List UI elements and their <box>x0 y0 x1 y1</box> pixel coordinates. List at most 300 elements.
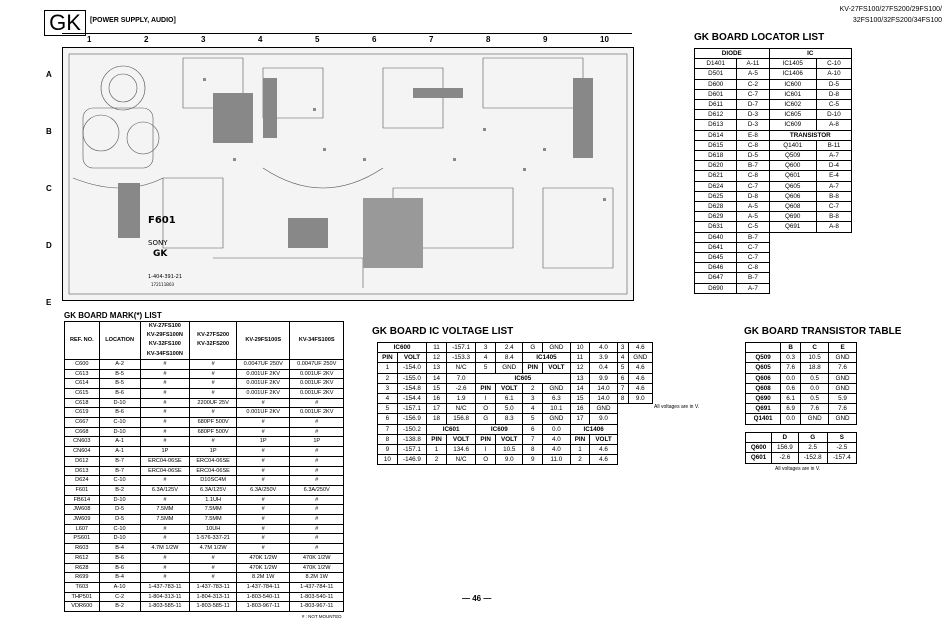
table-cell: # <box>290 524 344 534</box>
table-cell: 8.2M 1W <box>236 573 289 583</box>
empty-cell <box>769 232 851 242</box>
f601-label: F601 <box>148 215 176 226</box>
table-cell: # <box>140 398 190 408</box>
diode-ref: D690 <box>695 283 737 293</box>
ic-pin: 4 <box>617 353 628 363</box>
location-header: LOCATION <box>99 322 140 360</box>
table-row <box>746 353 857 363</box>
table-cell: 1P <box>140 447 190 457</box>
table-cell: 10UH <box>190 524 237 534</box>
ic-volt: GND <box>543 414 570 424</box>
table-row <box>695 202 852 212</box>
ic-pin: 12 <box>427 353 447 363</box>
ic-volt: N/C <box>446 455 475 465</box>
diode-ref: D645 <box>695 253 737 263</box>
table-cell: 6.3A/250V <box>290 485 344 495</box>
ic-pin: 3 <box>476 343 496 353</box>
ic-volt: 6.3 <box>543 394 570 404</box>
table-cell: 0.001UF 2KV <box>236 379 289 389</box>
ic-volt: 4.6 <box>590 445 617 455</box>
column-label: 5 <box>315 35 320 44</box>
part-ref: IC605 <box>769 110 816 120</box>
table-cell: # <box>290 456 344 466</box>
row-label: B <box>46 127 52 136</box>
ic-pin: 2 <box>427 455 447 465</box>
ic-ic-name: IC600 <box>378 343 427 353</box>
ic-volt: -154.4 <box>397 394 426 404</box>
diode-location: B-7 <box>737 161 769 171</box>
ic-volt: -153.3 <box>446 353 475 363</box>
table-row <box>65 359 344 369</box>
table-cell: C618 <box>65 398 100 408</box>
transistor-ref: Q691 <box>746 404 781 414</box>
diode-location: C-7 <box>737 89 769 99</box>
table-row <box>695 110 852 120</box>
ic-pin: O <box>476 404 496 414</box>
ic-volt: 7.0 <box>446 373 475 383</box>
transistor-ref: Q608 <box>746 383 781 393</box>
ic-pin: 18 <box>427 414 447 424</box>
board-code: GK <box>44 10 86 36</box>
diode-location: C-8 <box>737 171 769 181</box>
model-name: KV-27FS100 <box>148 323 181 329</box>
table-row <box>695 151 852 161</box>
ic-volt: -157.1 <box>397 404 426 414</box>
table-row <box>65 388 344 398</box>
table-cell: # <box>236 398 289 408</box>
ic-volt: -138.8 <box>397 434 426 444</box>
table-cell: THP501 <box>65 592 100 602</box>
model-group-4-header: KV-34FS100S <box>290 322 344 360</box>
ref-no-header: REF. NO. <box>65 322 100 360</box>
ic-volt: 11.0 <box>543 455 570 465</box>
terminal-voltage: -2.5 <box>827 443 856 453</box>
table-row <box>65 476 344 486</box>
diode-location: B-7 <box>737 273 769 283</box>
ic-ic-name: IC605 <box>476 373 570 383</box>
transistor-ref: Q1401 <box>746 414 781 424</box>
table-row <box>695 89 852 99</box>
diode-ref: D600 <box>695 79 737 89</box>
table-cell: CN603 <box>65 437 100 447</box>
terminal-voltage: 0.5 <box>801 373 829 383</box>
terminal-voltage: 0.3 <box>781 353 801 363</box>
ic-volt: 2.4 <box>496 343 523 353</box>
table-cell: R628 <box>65 563 100 573</box>
ic-pin: 4 <box>523 404 543 414</box>
table-cell: # <box>236 524 289 534</box>
table-row <box>65 437 344 447</box>
table-row <box>65 592 344 602</box>
table-cell: 7.5MM <box>190 515 237 525</box>
table-cell: B-6 <box>99 563 140 573</box>
diode-ref: D601 <box>695 89 737 99</box>
table-cell: D-5 <box>99 505 140 515</box>
table-row <box>378 434 653 444</box>
sony-label: SONY <box>148 239 168 247</box>
table-row <box>695 69 852 79</box>
table-cell: D624 <box>65 476 100 486</box>
part-ref: Q691 <box>769 222 816 232</box>
table-cell: D10SC4M <box>190 476 237 486</box>
row-label: E <box>46 298 52 307</box>
table-cell: C-10 <box>99 524 140 534</box>
diode-location: C-7 <box>737 181 769 191</box>
table-cell: B-2 <box>99 602 140 612</box>
table-row <box>695 181 852 191</box>
terminal-voltage: -2.6 <box>772 453 799 463</box>
table-row <box>378 414 653 424</box>
table-row <box>378 424 653 434</box>
diode-location: A-5 <box>737 69 769 79</box>
empty-cell <box>769 242 851 252</box>
ic-pin: 10 <box>378 455 398 465</box>
ic-volt: 9.0 <box>628 394 652 404</box>
table-row <box>695 242 852 252</box>
table-row <box>746 414 857 424</box>
ic-volt: 8.3 <box>496 414 523 424</box>
table-cell: # <box>140 379 190 389</box>
ic-pin: 17 <box>427 404 447 414</box>
table-cell: VDR600 <box>65 602 100 612</box>
table-row <box>65 534 344 544</box>
transistor-ref: Q605 <box>746 363 781 373</box>
transistor-table-title: GK BOARD TRANSISTOR TABLE <box>744 326 902 337</box>
diode-location: C-8 <box>737 140 769 150</box>
model-name: KV-32FS200 <box>197 341 230 348</box>
diode-ref: D631 <box>695 222 737 232</box>
column-label: 3 <box>201 35 206 44</box>
ic-volt-header: VOLT <box>496 383 523 393</box>
table-cell: C614 <box>65 379 100 389</box>
table-cell: 0.0047UF 250V <box>236 359 289 369</box>
ic-pin: 17 <box>570 414 590 424</box>
terminal-voltage: 0.6 <box>781 383 801 393</box>
part-ref: Q608 <box>769 202 816 212</box>
table-cell: R603 <box>65 544 100 554</box>
table-row <box>746 453 857 463</box>
terminal-voltage: 2.5 <box>798 443 827 453</box>
ic-volt: -154.0 <box>397 363 426 373</box>
table-cell: 1-803-540-11 <box>236 592 289 602</box>
table-row <box>65 408 344 418</box>
ic-pin: 15 <box>427 383 447 393</box>
ic-volt: -157.1 <box>446 343 475 353</box>
ic-pin: 5 <box>476 363 496 373</box>
ic-pin: 3 <box>523 394 543 404</box>
table-cell: ERC04-06SE <box>140 466 190 476</box>
table-row <box>695 222 852 232</box>
row-label: D <box>46 241 52 250</box>
table-row <box>695 140 852 150</box>
table-row <box>378 343 653 353</box>
ic-volt: GND <box>628 353 652 363</box>
table-cell: A-1 <box>99 437 140 447</box>
table-row <box>378 353 653 363</box>
table-cell: # <box>190 379 237 389</box>
table-row <box>65 379 344 389</box>
table-cell: # <box>236 447 289 457</box>
ic-volt: 6.1 <box>496 394 523 404</box>
table-cell: R699 <box>65 573 100 583</box>
table-cell: A-1 <box>99 447 140 457</box>
table-cell: 6.3A/125V <box>190 485 237 495</box>
terminal-header: D <box>772 433 799 443</box>
table-cell: # <box>140 573 190 583</box>
table-cell: # <box>290 476 344 486</box>
table-row <box>65 544 344 554</box>
table-cell: 470K 1/2W <box>290 563 344 573</box>
ic-pin: 1 <box>378 363 398 373</box>
ic-pin: O <box>476 455 496 465</box>
table-row <box>378 383 653 393</box>
column-label: 1 <box>87 35 92 44</box>
table-cell: 1-804-313-11 <box>190 592 237 602</box>
table-cell: # <box>236 505 289 515</box>
table-cell: # <box>190 359 237 369</box>
part-location: D-10 <box>816 110 851 120</box>
transistor-ref: Q601 <box>746 453 772 463</box>
transistor-header: TRANSISTOR <box>769 130 851 140</box>
table-cell: # <box>290 447 344 457</box>
ic-pin: 2 <box>523 383 543 393</box>
transistor-table-dgs <box>745 432 857 464</box>
ic-volt: 9.9 <box>590 373 617 383</box>
table-cell: B-4 <box>99 544 140 554</box>
row-ruler <box>46 47 58 307</box>
ic-volt: 14.0 <box>590 394 617 404</box>
table-cell: 4.7M 1/2W <box>140 544 190 554</box>
part-number-label: 1-404-391-21 <box>148 274 183 280</box>
part-ref: IC609 <box>769 120 816 130</box>
note-row <box>65 612 344 621</box>
table-row <box>695 171 852 181</box>
table-cell: 1-437-783-11 <box>190 582 237 592</box>
ic-pin-header: PIN <box>476 434 496 444</box>
diode-location: D-3 <box>737 110 769 120</box>
part-location: B-8 <box>816 212 851 222</box>
page-number: — 46 — <box>462 594 492 603</box>
ic-volt: -156.9 <box>397 414 426 424</box>
part-location: A-8 <box>816 120 851 130</box>
table-cell: # <box>140 553 190 563</box>
table-cell: 1-803-540-11 <box>290 592 344 602</box>
table-cell: # <box>140 476 190 486</box>
table-row <box>65 427 344 437</box>
model-group-1-header <box>140 322 190 360</box>
table-cell: # <box>236 427 289 437</box>
terminal-voltage: 0.0 <box>801 383 829 393</box>
model-name: KV-34FS100N <box>146 350 183 357</box>
table-cell: F601 <box>65 485 100 495</box>
table-cell: # <box>290 505 344 515</box>
table-cell: ERC04-06SE <box>190 456 237 466</box>
table-row <box>65 524 344 534</box>
table-row <box>695 161 852 171</box>
ic-volt: 4.6 <box>590 455 617 465</box>
ic-pin: 1 <box>427 445 447 455</box>
part-location: E-4 <box>816 171 851 181</box>
table-cell: D612 <box>65 456 100 466</box>
table-cell: T603 <box>65 582 100 592</box>
table-cell: # <box>190 553 237 563</box>
ic-voltage-note: All voltages are in V. <box>654 404 700 410</box>
table-cell: C-2 <box>99 592 140 602</box>
table-cell: 8.2M 1W <box>290 573 344 583</box>
diode-ref: D621 <box>695 171 737 181</box>
ic-pin: 8 <box>523 445 543 455</box>
diode-ref: D641 <box>695 242 737 252</box>
ic-pin: 4 <box>476 353 496 363</box>
table-row <box>695 263 852 273</box>
transistor-table-bce <box>745 342 857 425</box>
table-cell: 1-576-337-21 <box>190 534 237 544</box>
model-name: KV-27FS200 <box>197 332 230 339</box>
part-location: B-11 <box>816 140 851 150</box>
ic-pin: 15 <box>570 394 590 404</box>
ic-volt-header: VOLT <box>397 353 426 363</box>
table-row <box>695 120 852 130</box>
ic-volt-header: VOLT <box>590 434 617 444</box>
diode-ref: D611 <box>695 100 737 110</box>
table-cell: 2200UF 25V <box>190 398 237 408</box>
table-header-row <box>746 433 857 443</box>
terminal-voltage: 0.5 <box>801 394 829 404</box>
table-cell: # <box>236 515 289 525</box>
row-label: A <box>46 70 52 79</box>
table-cell: 1-437-784-11 <box>290 582 344 592</box>
ic-volt: -154.8 <box>397 383 426 393</box>
table-row <box>65 418 344 428</box>
part-ref: IC1405 <box>769 59 816 69</box>
terminal-header: C <box>801 343 829 353</box>
table-cell: 680PF 500V <box>190 418 237 428</box>
part-ref: IC1406 <box>769 69 816 79</box>
table-row <box>65 573 344 583</box>
table-cell: 1-437-784-11 <box>236 582 289 592</box>
column-label: 2 <box>144 35 149 44</box>
part-location: C-5 <box>816 100 851 110</box>
ic-volt: 0.0 <box>543 424 570 434</box>
table-cell: # <box>190 437 237 447</box>
table-cell: C615 <box>65 388 100 398</box>
table-cell: 4.7M 1/2W <box>190 544 237 554</box>
ic-pin: 11 <box>570 353 590 363</box>
table-cell: 6.3A/125V <box>140 485 190 495</box>
table-cell: 0.001UF 2KV <box>290 369 344 379</box>
table-cell: A-2 <box>99 359 140 369</box>
ic-pin: I <box>476 394 496 404</box>
terminal-voltage: GND <box>801 414 829 424</box>
table-cell: B-7 <box>99 456 140 466</box>
ic-pin-header: PIN <box>378 353 398 363</box>
table-cell: 0.001UF 2KV <box>236 408 289 418</box>
model-list-line-2: 32FS100/32FS200/34FS100 <box>852 17 942 24</box>
table-cell: C-10 <box>99 476 140 486</box>
part-location: D-5 <box>816 79 851 89</box>
terminal-voltage: 156.9 <box>772 443 799 453</box>
part-ref: IC601 <box>769 89 816 99</box>
terminal-voltage: GND <box>829 414 857 424</box>
diode-ref: D615 <box>695 140 737 150</box>
table-row <box>65 485 344 495</box>
table-cell: D-10 <box>99 427 140 437</box>
table-cell: 470K 1/2W <box>290 553 344 563</box>
table-row <box>65 447 344 457</box>
table-cell: 0.001UF 2KV <box>290 379 344 389</box>
terminal-header: G <box>798 433 827 443</box>
table-row <box>746 363 857 373</box>
table-cell: C667 <box>65 418 100 428</box>
ic-volt: 4.0 <box>543 434 570 444</box>
barcode-number-label: 172111B03 <box>151 282 175 287</box>
table-row <box>695 283 852 293</box>
terminal-voltage: 6.1 <box>781 394 801 404</box>
table-cell: 1.1UH <box>190 495 237 505</box>
ic-volt: 10.5 <box>496 445 523 455</box>
table-cell: 1-803-585-11 <box>140 602 190 612</box>
terminal-voltage: 5.9 <box>829 394 857 404</box>
terminal-voltage: 0.0 <box>781 373 801 383</box>
table-cell: ERC04-06SE <box>140 456 190 466</box>
ic-pin: 12 <box>570 363 590 373</box>
ic-ic-name: IC1406 <box>570 424 617 434</box>
diode-location: E-8 <box>737 130 769 140</box>
table-row <box>65 495 344 505</box>
ic-ic-name: IC601 <box>427 424 476 434</box>
table-row <box>65 563 344 573</box>
column-label: 6 <box>372 35 377 44</box>
not-mounted-note: # : NOT MOUNTED <box>301 614 342 620</box>
table-cell: # <box>190 369 237 379</box>
table-cell: B-4 <box>99 573 140 583</box>
ic-volt-header: VOLT <box>543 363 570 373</box>
table-row <box>378 373 653 383</box>
table-cell: FB614 <box>65 495 100 505</box>
table-row <box>746 404 857 414</box>
table-row <box>695 191 852 201</box>
table-cell: # <box>140 495 190 505</box>
table-row <box>746 394 857 404</box>
empty-header <box>746 433 772 443</box>
terminal-voltage: GND <box>829 373 857 383</box>
ic-pin-header: PIN <box>570 434 590 444</box>
table-cell: # <box>140 408 190 418</box>
table-cell: B-6 <box>99 388 140 398</box>
ic-pin: 16 <box>570 404 590 414</box>
part-ref: Q600 <box>769 161 816 171</box>
diode-ref: D501 <box>695 69 737 79</box>
ic-volt: -150.2 <box>397 424 426 434</box>
ic-pin: 16 <box>427 394 447 404</box>
pcb-board-diagram <box>62 47 634 301</box>
table-cell: D-10 <box>99 398 140 408</box>
ic-volt: 4.6 <box>628 343 652 353</box>
table-cell: C668 <box>65 427 100 437</box>
column-label: 8 <box>486 35 491 44</box>
table-row <box>65 369 344 379</box>
ic-volt: GND <box>496 363 523 373</box>
table-cell: # <box>290 418 344 428</box>
table-cell: 1-437-783-11 <box>140 582 190 592</box>
row-label: C <box>46 184 52 193</box>
mark-list-table <box>64 321 344 621</box>
model-name: KV-32FS100 <box>148 341 181 348</box>
table-cell: B-6 <box>99 408 140 418</box>
table-row <box>378 394 653 404</box>
table-cell: B-6 <box>99 553 140 563</box>
ic-pin: 10 <box>570 343 590 353</box>
